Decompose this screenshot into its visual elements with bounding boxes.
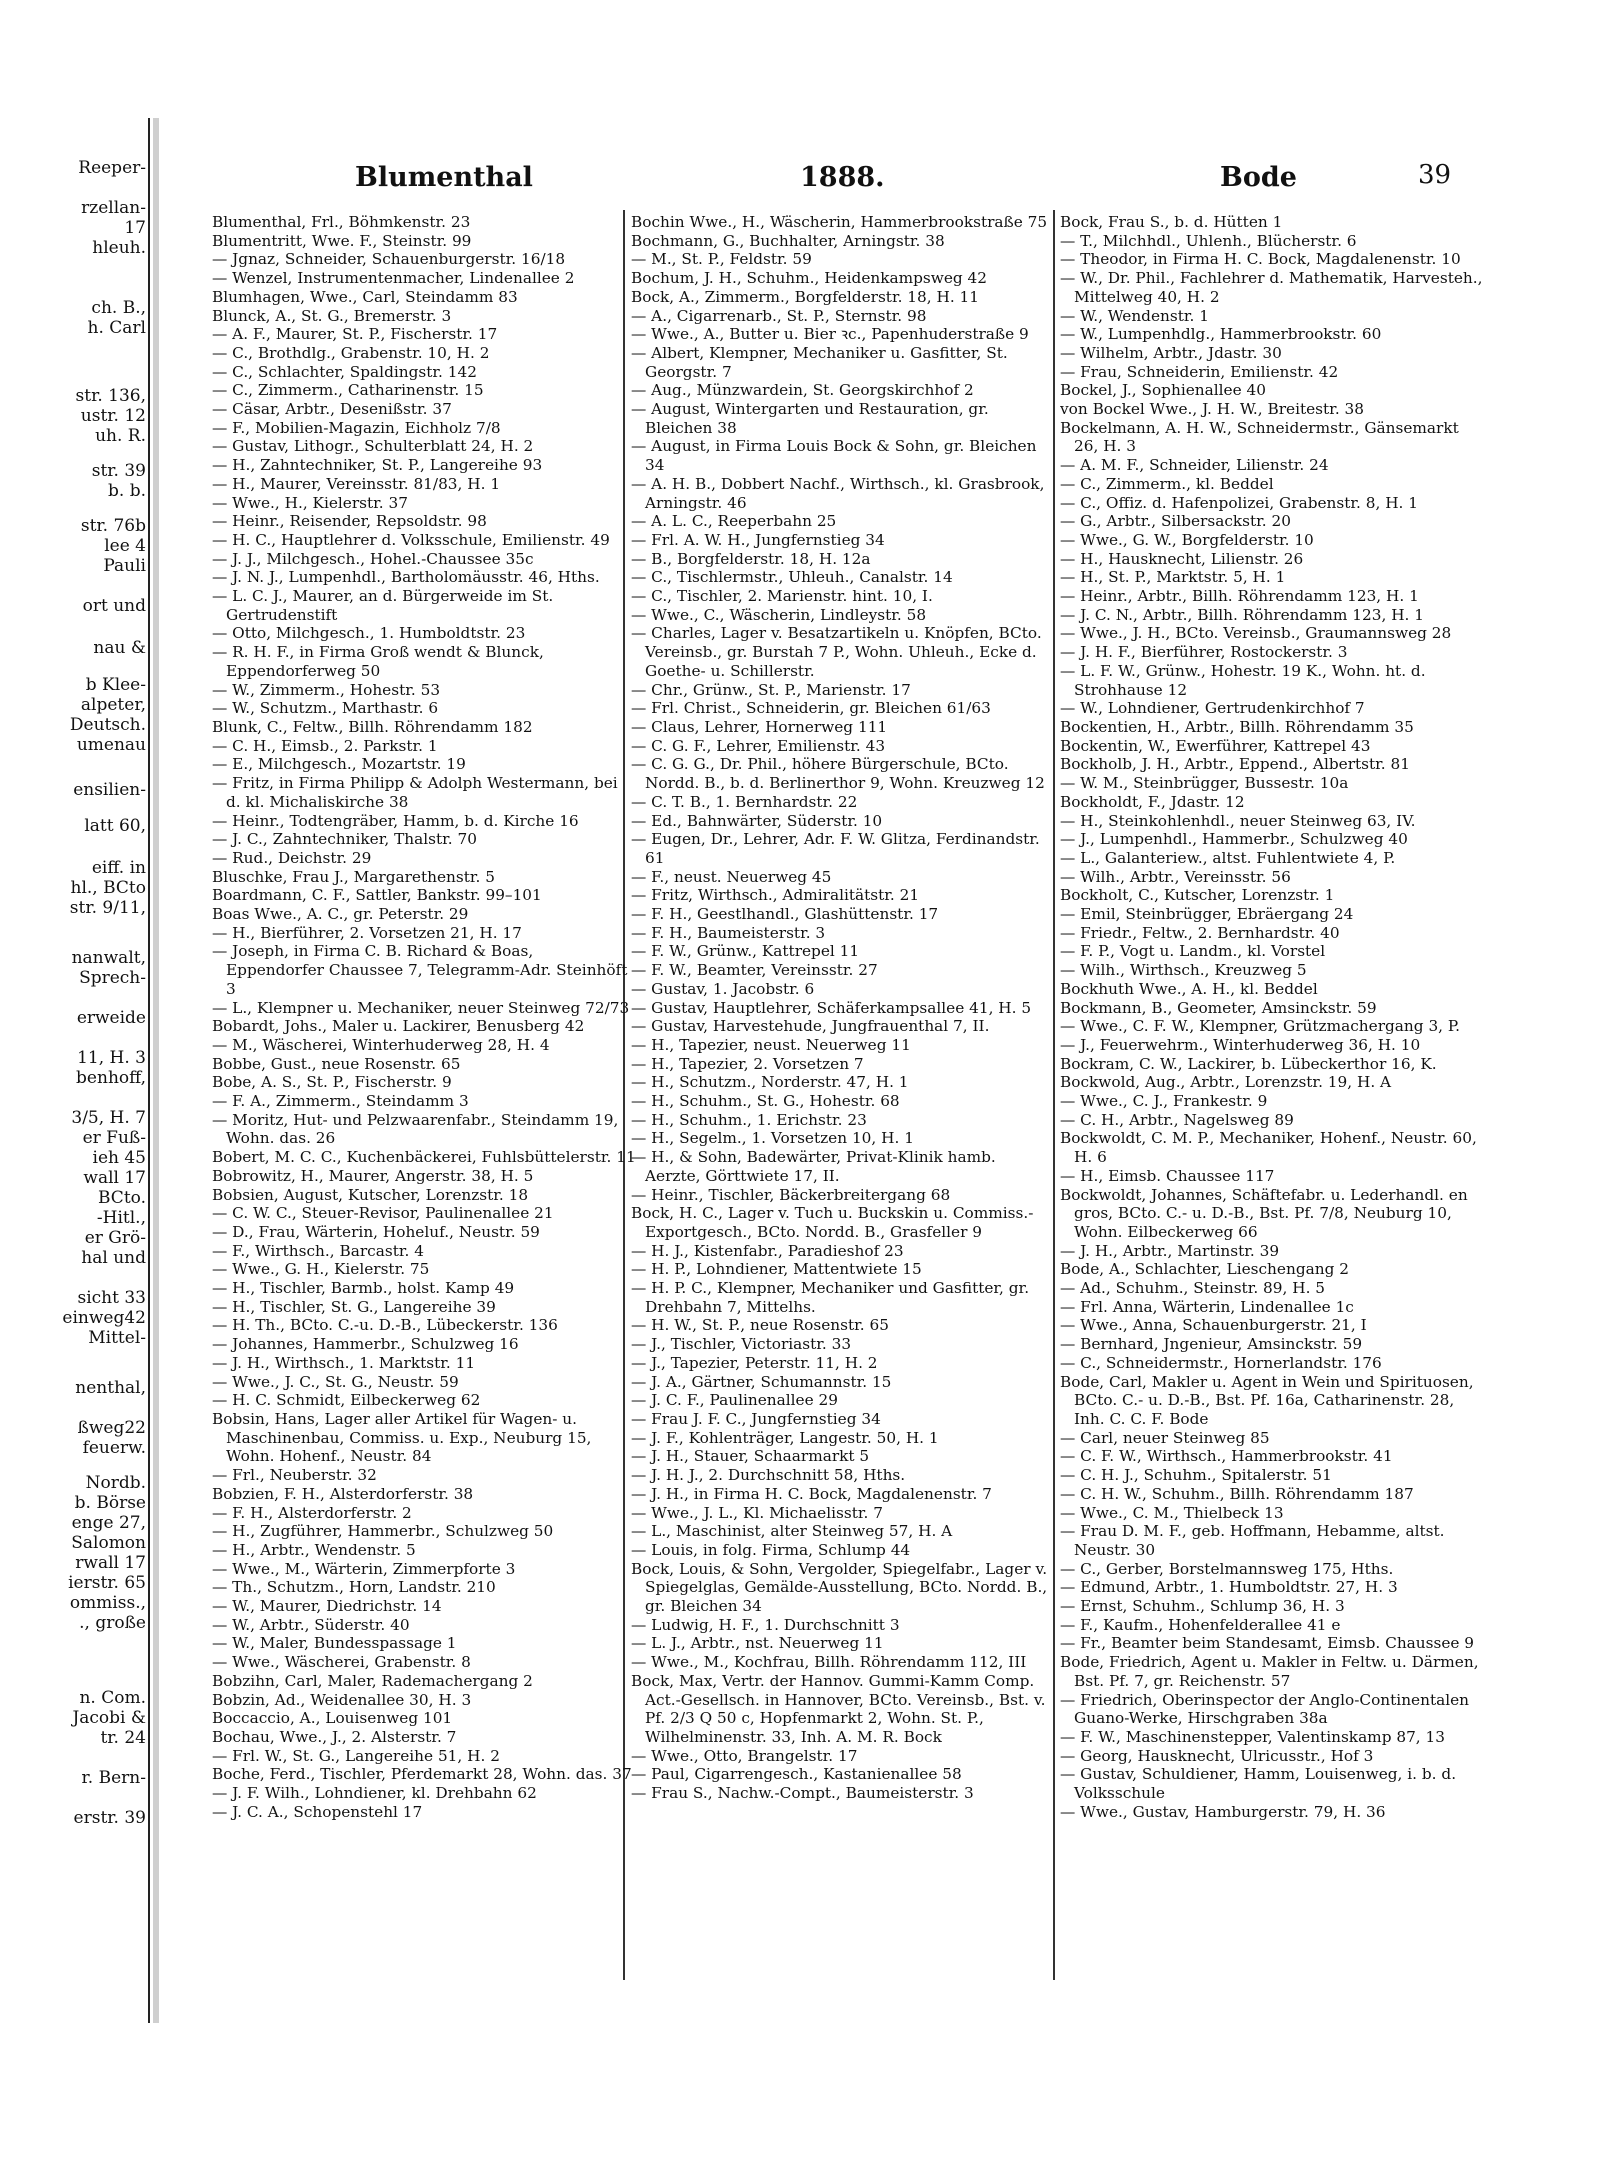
directory-entry: — H., Schutzm., Norderstr. 47, H. 1: [631, 1073, 909, 1092]
directory-entry: — A. L. C., Reeperbahn 25: [631, 512, 837, 531]
directory-entry: — C., Brothdlg., Grabenstr. 10, H. 2: [212, 343, 490, 362]
left-page-text-fragment: rwall 17: [75, 1553, 146, 1573]
directory-entry: — Louis, in folg. Firma, Schlump 44: [631, 1540, 911, 1559]
directory-entry: Bobardt, Johs., Maler u. Lackirer, Benusberg 42: [212, 1017, 585, 1036]
directory-entry: — Wwe., M., Kochfrau, Billh. Röhrendamm 112, III: [631, 1653, 1027, 1672]
directory-entry: — Heinr., Reisender, Repsoldstr. 98: [212, 512, 487, 531]
directory-entry: — F. W., Maschinenstepper, Valentinskamp 87, 13: [1060, 1727, 1445, 1746]
directory-entry: Bobert, M. C. C., Kuchenbäckerei, Fuhlsbüttelerstr. 11: [212, 1148, 636, 1167]
directory-entry: — J. C. N., Arbtr., Billh. Röhrendamm 123, H. 1: [1060, 605, 1425, 624]
directory-entry: — J. H., Stauer, Schaarmarkt 5: [631, 1447, 870, 1466]
directory-entry: — Gustav, 1. Jacobstr. 6: [631, 979, 815, 998]
directory-entry: — H. J., Kistenfabr., Paradieshof 23: [631, 1241, 904, 1260]
left-page-text-fragment: 11, H. 3: [77, 1048, 146, 1068]
left-page-text-fragment: str. 76b: [80, 516, 146, 536]
directory-entry: — J. C., Zahntechniker, Thalstr. 70: [212, 830, 477, 849]
directory-entry: — G., Arbtr., Silbersackstr. 20: [1060, 512, 1291, 531]
directory-page: [210, 160, 1500, 2000]
left-page-text-fragment: er Fuß-: [82, 1128, 146, 1148]
directory-entry: — H., Schuhm., St. G., Hohestr. 68: [631, 1092, 900, 1111]
left-page-text-fragment: r. Bern-: [81, 1768, 146, 1788]
left-page-text-fragment: nanwalt,: [71, 948, 146, 968]
directory-entry: — Wwe., Anna, Schauenburgerstr. 21, I: [1060, 1316, 1367, 1335]
directory-entry: — F., Wirthsch., Barcastr. 4: [212, 1241, 424, 1260]
directory-entry: — F. A., Zimmerm., Steindamm 3: [212, 1092, 469, 1111]
directory-entry: Bock, Frau S., b. d. Hütten 1: [1060, 213, 1283, 231]
directory-entry: — Paul, Cigarrengesch., Kastanienallee 58: [631, 1765, 962, 1784]
directory-entry: Boardmann, C. F., Sattler, Bankstr. 99–101: [212, 886, 542, 905]
directory-entry: — A. F., Maurer, St. P., Fischerstr. 17: [212, 325, 498, 344]
directory-entry: Bockwoldt, C. M. P., Mechaniker, Hohenf., Neustr. 60, H. 6: [1060, 1129, 1477, 1167]
directory-entry: — H., Hausknecht, Lilienstr. 26: [1060, 549, 1304, 568]
directory-entry: — C. H. W., Schuhm., Billh. Röhrendamm 187: [1060, 1484, 1414, 1503]
directory-entry: — Eugen, Dr., Lehrer, Adr. F. W. Glitza, Ferdinandstr. 61: [631, 830, 1040, 867]
directory-entry: — H. C. Schmidt, Eilbeckerweg 62: [212, 1391, 481, 1410]
left-page-text-fragment: ierstr. 65: [68, 1573, 146, 1593]
directory-entry: — Ed., Bahnwärter, Süderstr. 10: [631, 811, 883, 830]
directory-entry: — H., St. P., Marktstr. 5, H. 1: [1060, 568, 1286, 587]
directory-entry: — H., Arbtr., Wendenstr. 5: [212, 1540, 416, 1559]
directory-entry: — H. P., Lohndiener, Mattentwiete 15: [631, 1260, 922, 1279]
directory-entry: — Frau, Schneiderin, Emilienstr. 42: [1060, 362, 1339, 381]
directory-entry: — C. G. F., Lehrer, Emilienstr. 43: [631, 736, 886, 755]
directory-entry: Bobsin, Hans, Lager aller Artikel für Wagen- u. Maschinenbau, Commiss. u. Exp., Neuburg 15, Wohn. Hohenf., Neustr. 84: [212, 1410, 592, 1466]
directory-entry: — C. T. B., 1. Bernhardstr. 22: [631, 792, 858, 811]
directory-entry: — H., Tapezier, 2. Vorsetzen 7: [631, 1054, 864, 1073]
directory-entry: — L. J., Arbtr., nst. Neuerweg 11: [631, 1634, 884, 1653]
left-page-text-fragment: Sprech-: [79, 968, 146, 988]
left-page-text-fragment: Mittel-: [88, 1328, 146, 1348]
directory-entry: — H., Steinkohlenhdl., neuer Steinweg 63, IV.: [1060, 811, 1416, 830]
directory-entry: — Wwe., C. M., Thielbeck 13: [1060, 1503, 1284, 1522]
directory-entry: — Wwe., G. H., Kielerstr. 75: [212, 1260, 430, 1279]
directory-entry: Bockwold, Aug., Arbtr., Lorenzstr. 19, H. A: [1060, 1073, 1392, 1092]
directory-entry: Bobzihn, Carl, Maler, Rademachergang 2: [212, 1671, 533, 1690]
directory-entry: — Wwe., Gustav, Hamburgerstr. 79, H. 36: [1060, 1802, 1386, 1821]
directory-entry: — Emil, Steinbrügger, Ebräergang 24: [1060, 905, 1354, 924]
directory-entry: — R. H. F., in Firma Groß wendt & Blunck, Eppendorferweg 50: [212, 643, 544, 680]
left-page-text-fragment: er Grö-: [84, 1228, 146, 1248]
left-page-text-fragment: nenthal,: [75, 1378, 146, 1398]
directory-entry: — W., Zimmerm., Hohestr. 53: [212, 680, 441, 699]
directory-entry: — Theodor, in Firma H. C. Bock, Magdalenenstr. 10: [1060, 250, 1461, 269]
directory-entry: — C., Zimmerm., kl. Beddel: [1060, 474, 1274, 493]
directory-entry: — C., Gerber, Borstelmannsweg 175, Hths.: [1060, 1559, 1394, 1578]
directory-entry: — Aug., Münzwardein, St. Georgskirchhof 2: [631, 381, 974, 400]
directory-entry: — Wwe., J. H., BCto. Vereinsb., Graumannsweg 28: [1060, 624, 1452, 643]
directory-entry: Bobzin, Ad., Weidenallee 30, H. 3: [212, 1690, 472, 1709]
directory-entry: — Albert, Klempner, Mechaniker u. Gasfitter, St. Georgstr. 7: [631, 343, 1008, 381]
column-3: [1060, 213, 1484, 2003]
directory-entry: — J. H., in Firma H. C. Bock, Magdalenenstr. 7: [631, 1484, 992, 1503]
directory-entry: — Wilh., Wirthsch., Kreuzweg 5: [1060, 961, 1307, 980]
left-page-fragment: [0, 118, 150, 2023]
left-page-text-fragment: b Klee-: [85, 675, 146, 695]
directory-entry: — Fritz, in Firma Philipp & Adolph Westermann, bei d. kl. Michaliskirche 38: [212, 774, 618, 811]
left-page-text-fragment: hal und: [81, 1248, 146, 1268]
directory-entry: — J. A., Gärtner, Schumannstr. 15: [631, 1372, 892, 1391]
directory-entry: — J., Lumpenhdl., Hammerbr., Schulzweg 40: [1060, 830, 1408, 849]
directory-entry: — J. H., Wirthsch., 1. Marktstr. 11: [212, 1353, 476, 1372]
page-gutter: [153, 118, 159, 2023]
directory-entry: — J. H., Arbtr., Martinstr. 39: [1060, 1241, 1280, 1260]
directory-entry: — Otto, Milchgesch., 1. Humboldtstr. 23: [212, 624, 526, 643]
directory-entry: von Bockel Wwe., J. H. W., Breitestr. 38: [1060, 400, 1365, 419]
left-page-text-fragment: 17: [124, 218, 146, 238]
directory-entry: — Wwe., Wäscherei, Grabenstr. 8: [212, 1653, 471, 1672]
directory-entry: — J., Feuerwehrm., Winterhuderweg 36, H. 10: [1060, 1035, 1421, 1054]
directory-entry: — Frl., Neuberstr. 32: [212, 1466, 377, 1485]
directory-entry: — M., Wäscherei, Winterhuderweg 28, H. 4: [212, 1035, 550, 1054]
directory-entry: Bode, A., Schlachter, Lieschengang 2: [1060, 1260, 1349, 1279]
directory-entry: — M., St. P., Feldstr. 59: [631, 250, 812, 269]
directory-entry: — Fritz, Wirthsch., Admiralitätstr. 21: [631, 886, 920, 905]
directory-entry: — C., Schneidermstr., Hornerlandstr. 176: [1060, 1353, 1382, 1372]
left-page-text-fragment: tr. 24: [100, 1728, 146, 1748]
directory-entry: — C. H., Arbtr., Nagelsweg 89: [1060, 1110, 1294, 1129]
directory-entry: — Friedr., Feltw., 2. Bernhardstr. 40: [1060, 923, 1340, 942]
directory-entry: Bluschke, Frau J., Margarethenstr. 5: [212, 867, 495, 886]
left-page-text-fragment: ort und: [82, 596, 146, 616]
header-year: 1888.: [800, 162, 885, 193]
directory-entry: — J. J., Milchgesch., Hohel.-Chaussee 35c: [212, 549, 534, 568]
directory-entry: — Joseph, in Firma C. B. Richard & Boas, Eppendorfer Chaussee 7, Telegramm-Adr. Steinhöft 3: [212, 942, 628, 998]
directory-entry: — H., & Sohn, Badewärter, Privat-Klinik hamb. Aerzte, Görttwiete 17, II.: [631, 1148, 996, 1185]
left-page-text-fragment: benhoff,: [76, 1068, 146, 1088]
directory-entry: — W., Maler, Bundesspassage 1: [212, 1634, 457, 1653]
directory-entry: — Chr., Grünw., St. P., Marienstr. 17: [631, 680, 911, 699]
directory-entry: — C., Offiz. d. Hafenpolizei, Grabenstr. 8, H. 1: [1060, 493, 1419, 512]
directory-entry: — Jgnaz, Schneider, Schauenburgerstr. 16/18: [212, 250, 566, 269]
left-page-text-fragment: -Hitl.,: [96, 1208, 146, 1228]
directory-entry: — W., Arbtr., Süderstr. 40: [212, 1615, 410, 1634]
directory-entry: — L., Klempner u. Mechaniker, neuer Steinweg 72/73: [212, 998, 630, 1017]
directory-entry: — Wwe., G. W., Borgfelderstr. 10: [1060, 530, 1314, 549]
directory-entry: — J. C. F., Paulinenallee 29: [631, 1391, 838, 1410]
directory-entry: — Wwe., Otto, Brangelstr. 17: [631, 1746, 858, 1765]
left-page-text-fragment: ch. B.,: [91, 298, 146, 318]
column-2: [631, 213, 1055, 2003]
directory-entry: Boche, Ferd., Tischler, Pferdemarkt 28, Wohn. das. 37: [212, 1765, 632, 1784]
directory-entry: — F. W., Beamter, Vereinsstr. 27: [631, 961, 878, 980]
directory-entry: — C., Tischlermstr., Uhleuh., Canalstr. 14: [631, 568, 953, 587]
directory-entry: — Gustav, Schuldiener, Hamm, Louisenweg, i. b. d. Volksschule: [1060, 1765, 1457, 1803]
directory-entry: — Wilhelm, Arbtr., Jdastr. 30: [1060, 343, 1282, 362]
directory-entry: Bock, Louis, & Sohn, Vergolder, Spiegelfabr., Lager v. Spiegelglas, Gemälde-Ausstellung, BCto. Nordd. B., gr. Bleichen 34: [631, 1559, 1048, 1616]
directory-entry: — J. N. J., Lumpenhdl., Bartholomäusstr. 46, Hths.: [212, 568, 600, 587]
left-page-text-fragment: ustr. 12: [80, 406, 146, 426]
directory-entry: — August, Wintergarten und Restauration, gr. Bleichen 38: [631, 400, 989, 437]
directory-entry: — Heinr., Tischler, Bäckerbreitergang 68: [631, 1185, 951, 1204]
directory-entry: — F. P., Vogt u. Landm., kl. Vorstel: [1060, 942, 1326, 961]
directory-entry: Bochum, J. H., Schuhm., Heidenkampsweg 42: [631, 269, 988, 288]
directory-entry: — H., Schuhm., 1. Erichstr. 23: [631, 1110, 867, 1129]
directory-entry: — F. H., Baumeisterstr. 3: [631, 923, 826, 942]
directory-entry: — Frau D. M. F., geb. Hoffmann, Hebamme, altst. Neustr. 30: [1060, 1522, 1445, 1559]
left-page-text-fragment: Pauli: [103, 556, 146, 576]
directory-entry: — Wwe., A., Butter u. Bier ꝛc., Papenhuderstraße 9: [631, 325, 1029, 344]
directory-entry: — F., neust. Neuerweg 45: [631, 867, 832, 886]
directory-entry: Blumentritt, Wwe. F., Steinstr. 99: [212, 231, 472, 250]
directory-entry: Bobzien, F. H., Alsterdorferstr. 38: [212, 1484, 474, 1503]
directory-entry: — Georg, Hausknecht, Ulricusstr., Hof 3: [1060, 1746, 1374, 1765]
directory-entry: — Wilh., Arbtr., Vereinsstr. 56: [1060, 867, 1291, 886]
directory-entry: — Cäsar, Arbtr., Desenißstr. 37: [212, 400, 452, 419]
directory-entry: Bobbe, Gust., neue Rosenstr. 65: [212, 1054, 461, 1073]
directory-entry: — J. F. Wilh., Lohndiener, kl. Drehbahn 62: [212, 1784, 537, 1803]
directory-entry: Boccaccio, A., Louisenweg 101: [212, 1709, 453, 1728]
left-page-text-fragment: einweg42: [62, 1308, 146, 1328]
left-page-text-fragment: BCto.: [98, 1188, 146, 1208]
directory-entry: — J. H. F., Bierführer, Rostockerstr. 3: [1060, 643, 1348, 662]
directory-entry: — L., Galanteriew., altst. Fuhlentwiete 4, P.: [1060, 848, 1396, 867]
directory-entry: — J. C. A., Schopenstehl 17: [212, 1802, 423, 1821]
left-page-text-fragment: eiff. in: [91, 858, 146, 878]
directory-entry: — Th., Schutzm., Horn, Landstr. 210: [212, 1578, 496, 1597]
directory-entry: — H., Maurer, Vereinsstr. 81/83, H. 1: [212, 474, 501, 493]
directory-entry: Bock, H. C., Lager v. Tuch u. Buckskin u. Commiss.-Exportgesch., BCto. Nordd. B., Grasfeller 9: [631, 1204, 1034, 1241]
directory-entry: — Frl. W., St. G., Langereihe 51, H. 2: [212, 1746, 500, 1765]
directory-entry: Bockentin, W., Ewerführer, Kattrepel 43: [1060, 736, 1371, 755]
directory-entry: — Heinr., Arbtr., Billh. Röhrendamm 123, H. 1: [1060, 587, 1419, 606]
left-page-text-fragment: str. 136,: [75, 386, 146, 406]
left-page-text-fragment: nau &: [93, 638, 146, 658]
directory-entry: — W., Dr. Phil., Fachlehrer d. Mathematik, Harvesteh., Mittelweg 40, H. 2: [1060, 269, 1483, 306]
left-page-text-fragment: enge 27,: [71, 1513, 146, 1533]
left-page-text-fragment: b. Börse: [74, 1493, 146, 1513]
left-page-text-fragment: ßweg22: [77, 1418, 146, 1438]
directory-entry: — T., Milchhdl., Uhlenh., Blücherstr. 6: [1060, 231, 1357, 250]
left-page-text-fragment: erweide: [76, 1008, 146, 1028]
directory-entry: — Wwe., M., Wärterin, Zimmerpforte 3: [212, 1559, 516, 1578]
directory-entry: — W., Lumpenhdlg., Hammerbrookstr. 60: [1060, 325, 1382, 344]
header-left-keyword: Blumenthal: [355, 162, 533, 193]
directory-entry: — L. C. J., Maurer, an d. Bürgerweide im St. Gertrudenstift: [212, 587, 554, 624]
directory-entry: — Moritz, Hut- und Pelzwaarenfabr., Steindamm 19, Wohn. das. 26: [212, 1110, 619, 1148]
directory-entry: Bockholdt, F., Jdastr. 12: [1060, 792, 1245, 811]
directory-entry: — Frau S., Nachw.-Compt., Baumeisterstr. 3: [631, 1784, 974, 1803]
directory-entry: — H. P. C., Klempner, Mechaniker und Gasfitter, gr. Drehbahn 7, Mittelhs.: [631, 1279, 1030, 1316]
directory-entry: — H. W., St. P., neue Rosenstr. 65: [631, 1316, 889, 1335]
directory-entry: — Ludwig, H. F., 1. Durchschnitt 3: [631, 1615, 900, 1634]
directory-entry: Bockholb, J. H., Arbtr., Eppend., Albertstr. 81: [1060, 755, 1410, 774]
directory-entry: — H., Eimsb. Chaussee 117: [1060, 1166, 1275, 1185]
directory-entry: — Bernhard, Jngenieur, Amsinckstr. 59: [1060, 1335, 1363, 1354]
directory-entry: — Johannes, Hammerbr., Schulzweg 16: [212, 1335, 519, 1354]
directory-entry: — Wenzel, Instrumentenmacher, Lindenallee 2: [212, 269, 575, 288]
directory-entry: — Wwe., J. C., St. G., Neustr. 59: [212, 1372, 459, 1391]
directory-entry: — J., Tischler, Victoriastr. 33: [631, 1335, 852, 1354]
left-page-text-fragment: 3/5, H. 7: [71, 1108, 146, 1128]
left-page-text-fragment: erstr. 39: [73, 1808, 146, 1828]
left-page-text-fragment: sicht 33: [77, 1288, 146, 1308]
directory-entry: — H., Zugführer, Hammerbr., Schulzweg 50: [212, 1522, 554, 1541]
left-page-text-fragment: rzellan-: [81, 198, 146, 218]
directory-entry: — C., Schlachter, Spaldingstr. 142: [212, 362, 477, 381]
directory-entry: — Gustav, Hauptlehrer, Schäferkampsallee 41, H. 5: [631, 998, 1032, 1017]
directory-entry: — A. H. B., Dobbert Nachf., Wirthsch., kl. Grasbrook, Arningstr. 46: [631, 474, 1045, 512]
directory-entry: Bochmann, G., Buchhalter, Arningstr. 38: [631, 231, 945, 250]
directory-entry: — Wwe., J. L., Kl. Michaelisstr. 7: [631, 1503, 883, 1522]
left-page-text-fragment: Reeper-: [78, 158, 146, 178]
directory-entry: — Gustav, Harvestehude, Jungfrauenthal 7, II.: [631, 1017, 990, 1036]
directory-entry: Bockmann, B., Geometer, Amsinckstr. 59: [1060, 998, 1377, 1017]
directory-entry: — Wwe., C. J., Frankestr. 9: [1060, 1092, 1268, 1111]
directory-entry: — Frl. Anna, Wärterin, Lindenallee 1c: [1060, 1297, 1354, 1316]
directory-entry: — Ernst, Schuhm., Schlump 36, H. 3: [1060, 1597, 1345, 1616]
column-1: [212, 213, 636, 2003]
directory-entry: — H., Tapezier, neust. Neuerweg 11: [631, 1035, 911, 1054]
directory-entry: Bobe, A. S., St. P., Fischerstr. 9: [212, 1073, 452, 1092]
left-page-text-fragment: hleuh.: [92, 238, 146, 258]
directory-entry: — W., Wendenstr. 1: [1060, 306, 1209, 325]
left-page-text-fragment: Deutsch.: [69, 715, 146, 735]
directory-entry: Blunck, A., St. G., Bremerstr. 3: [212, 306, 452, 325]
directory-entry: Blunk, C., Feltw., Billh. Röhrendamm 182: [212, 717, 533, 736]
directory-entry: Bode, Friedrich, Agent u. Makler in Feltw. u. Därmen, Bst. Pf. 7, gr. Reichenstr. 57: [1060, 1653, 1479, 1690]
directory-entry: Bockhuth Wwe., A. H., kl. Beddel: [1060, 979, 1318, 998]
directory-entry: — H., Tischler, Barmb., holst. Kamp 49: [212, 1279, 515, 1298]
directory-entry: — C., Tischler, 2. Marienstr. hint. 10, I.: [631, 587, 933, 606]
left-page-text-fragment: b. b.: [108, 481, 146, 501]
directory-entry: Bockram, C. W., Lackirer, b. Lübeckerthor 16, K.: [1060, 1054, 1437, 1073]
directory-entry: — August, in Firma Louis Bock & Sohn, gr. Bleichen 34: [631, 437, 1037, 475]
directory-entry: Bockwoldt, Johannes, Schäftefabr. u. Lederhandl. en gros, BCto. C.- u. D.-B., Bst. Pf. 7/8, Neuburg 10, Wohn. Eilbeckerweg 66: [1060, 1185, 1468, 1241]
directory-entry: — A. M. F., Schneider, Lilienstr. 24: [1060, 456, 1329, 475]
directory-entry: Bobrowitz, H., Maurer, Angerstr. 38, H. 5: [212, 1166, 534, 1185]
directory-entry: — H., Bierführer, 2. Vorsetzen 21, H. 17: [212, 923, 522, 942]
directory-entry: Bock, Max, Vertr. der Hannov. Gummi-Kamm Comp. Act.-Gesellsch. in Hannover, BCto. Vereinsb., Bst. v. Pf. 2/3 Q 50 c, Hopfenmarkt 2, Wohn. St. P., Wilhelminenstr. 33, Inh. A. M. R. Bock: [631, 1671, 1046, 1746]
directory-entry: — D., Frau, Wärterin, Hoheluf., Neustr. 59: [212, 1222, 540, 1241]
directory-entry: — Rud., Deichstr. 29: [212, 848, 372, 867]
left-page-text-fragment: latt 60,: [84, 816, 146, 836]
left-page-text-fragment: umenau: [76, 735, 146, 755]
directory-entry: — H., Zahntechniker, St. P., Langereihe 93: [212, 456, 543, 475]
directory-entry: — Frau J. F. C., Jungfernstieg 34: [631, 1410, 881, 1428]
directory-entry: — Charles, Lager v. Besatzartikeln u. Knöpfen, BCto. Vereinsb., gr. Burstah 7 P., Wohn. Uhleuh., Ecke d. Goethe- u. Schillerstr.: [631, 624, 1042, 680]
directory-entry: Boas Wwe., A. C., gr. Peterstr. 29: [212, 905, 469, 924]
left-page-text-fragment: Salomon: [71, 1533, 146, 1553]
directory-entry: Bockholt, C., Kutscher, Lorenzstr. 1: [1060, 886, 1335, 905]
directory-entry: — C., Zimmerm., Catharinenstr. 15: [212, 381, 484, 400]
left-page-text-fragment: ieh 45: [92, 1148, 146, 1168]
left-page-text-fragment: ommiss.,: [69, 1593, 146, 1613]
page-header: [210, 160, 1500, 200]
directory-entry: — F. W., Grünw., Kattrepel 11: [631, 942, 860, 961]
directory-entry: — J. F., Kohlenträger, Langestr. 50, H. 1: [631, 1428, 939, 1447]
directory-entry: Blumhagen, Wwe., Carl, Steindamm 83: [212, 287, 518, 306]
directory-entry: — W., Schutzm., Marthastr. 6: [212, 699, 439, 718]
directory-entry: — C. H. J., Schuhm., Spitalerstr. 51: [1060, 1466, 1332, 1485]
directory-entry: — Wwe., C. F. W., Klempner, Grützmachergang 3, P.: [1060, 1017, 1460, 1036]
directory-entry: — Wwe., C., Wäscherin, Lindleystr. 58: [631, 605, 927, 624]
directory-entry: — J. H. J., 2. Durchschnitt 58, Hths.: [631, 1466, 906, 1485]
directory-entry: — W., Lohndiener, Gertrudenkirchhof 7: [1060, 699, 1365, 718]
directory-entry: — H. Th., BCto. C.-u. D.-B., Lübeckerstr. 136: [212, 1316, 558, 1335]
left-page-text-fragment: hl., BCto: [70, 878, 146, 898]
directory-entry: — H., Segelm., 1. Vorsetzen 10, H. 1: [631, 1129, 914, 1148]
header-right-keyword: Bode: [1220, 162, 1297, 193]
directory-entry: — W., Maurer, Diedrichstr. 14: [212, 1597, 442, 1616]
directory-entry: — Ad., Schuhm., Steinstr. 89, H. 5: [1060, 1279, 1326, 1298]
directory-entry: Blumenthal, Frl., Böhmkenstr. 23: [212, 213, 471, 231]
directory-entry: — C. H., Eimsb., 2. Parkstr. 1: [212, 736, 438, 755]
directory-entry: — Frl. Christ., Schneiderin, gr. Bleichen 61/63: [631, 699, 991, 718]
left-page-text-fragment: str. 39: [91, 461, 146, 481]
left-page-text-fragment: wall 17: [83, 1168, 146, 1188]
directory-entry: — Heinr., Todtengräber, Hamm, b. d. Kirche 16: [212, 811, 579, 830]
directory-entry: Bochau, Wwe., J., 2. Alsterstr. 7: [212, 1727, 457, 1746]
directory-entry: — Frl. A. W. H., Jungfernstieg 34: [631, 530, 885, 549]
directory-entry: — Edmund, Arbtr., 1. Humboldtstr. 27, H. 3: [1060, 1578, 1398, 1597]
directory-entry: — C. F. W., Wirthsch., Hammerbrookstr. 41: [1060, 1447, 1393, 1466]
left-page-text-fragment: Nordb.: [85, 1473, 146, 1493]
left-page-text-fragment: Jacobi &: [72, 1708, 146, 1728]
page-number: 39: [1418, 160, 1452, 190]
directory-entry: Bock, A., Zimmerm., Borgfelderstr. 18, H. 11: [631, 287, 980, 306]
left-page-text-fragment: ensilien-: [73, 780, 146, 800]
left-page-text-fragment: n. Com.: [79, 1688, 146, 1708]
left-page-text-fragment: lee 4: [104, 536, 146, 556]
directory-entry: — Fr., Beamter beim Standesamt, Eimsb. Chaussee 9: [1060, 1634, 1475, 1653]
directory-entry: — F., Mobilien-Magazin, Eichholz 7/8: [212, 418, 501, 437]
left-page-text-fragment: uh. R.: [95, 426, 146, 446]
directory-entry: — E., Milchgesch., Mozartstr. 19: [212, 755, 466, 774]
directory-entry: — L., Maschinist, alter Steinweg 57, H. A: [631, 1522, 953, 1541]
left-page-text-fragment: h. Carl: [87, 318, 146, 338]
directory-entry: — W. M., Steinbrügger, Bussestr. 10a: [1060, 774, 1349, 793]
directory-entry: — Carl, neuer Steinweg 85: [1060, 1428, 1270, 1447]
directory-entry: — H., Tischler, St. G., Langereihe 39: [212, 1297, 496, 1316]
directory-entry: — C. W. C., Steuer-Revisor, Paulinenallee 21: [212, 1204, 554, 1223]
directory-entry: — A., Cigarrenarb., St. P., Sternstr. 98: [631, 306, 927, 325]
directory-entry: — Friedrich, Oberinspector der Anglo-Continentalen Guano-Werke, Hirschgraben 38a: [1060, 1690, 1470, 1728]
directory-entry: — J., Tapezier, Peterstr. 11, H. 2: [631, 1353, 878, 1372]
directory-entry: Bobsien, August, Kutscher, Lorenzstr. 18: [212, 1185, 529, 1204]
directory-entry: Bode, Carl, Makler u. Agent in Wein und Spirituosen, BCto. C.- u. D.-B., Bst. Pf. 16a, Catharinenstr. 28, Inh. C. C. F. Bode: [1060, 1372, 1474, 1428]
directory-entry: — Wwe., H., Kielerstr. 37: [212, 493, 408, 512]
left-page-text-fragment: alpeter,: [80, 695, 146, 715]
left-page-text-fragment: feuerw.: [82, 1438, 146, 1458]
directory-entry: — Claus, Lehrer, Hornerweg 111: [631, 717, 888, 736]
left-page-text-fragment: ., große: [79, 1613, 146, 1633]
directory-entry: — L. F. W., Grünw., Hohestr. 19 K., Wohn. ht. d. Strohhause 12: [1060, 661, 1426, 699]
left-page-text-fragment: str. 9/11,: [69, 898, 146, 918]
directory-entry: — H. C., Hauptlehrer d. Volksschule, Emilienstr. 49: [212, 530, 610, 549]
directory-entry: Bochin Wwe., H., Wäscherin, Hammerbrookstraße 75: [631, 213, 1048, 231]
directory-entry: Bockentien, H., Arbtr., Billh. Röhrendamm 35: [1060, 717, 1414, 736]
directory-entry: — B., Borgfelderstr. 18, H. 12a: [631, 549, 871, 568]
directory-entry: — C. G. G., Dr. Phil., höhere Bürgerschule, BCto. Nordd. B., b. d. Berlinerthor 9, Wohn. Kreuzweg 12: [631, 755, 1045, 793]
directory-entry: — F. H., Geestlhandl., Glashüttenstr. 17: [631, 905, 939, 924]
directory-entry: — F., Kaufm., Hohenfelderallee 41 e: [1060, 1615, 1341, 1634]
directory-entry: — F. H., Alsterdorferstr. 2: [212, 1503, 412, 1522]
directory-entry: — Gustav, Lithogr., Schulterblatt 24, H. 2: [212, 437, 534, 456]
directory-entry: Bockelmann, A. H. W., Schneidermstr., Gänsemarkt 26, H. 3: [1060, 418, 1459, 456]
directory-entry: Bockel, J., Sophienallee 40: [1060, 381, 1266, 400]
